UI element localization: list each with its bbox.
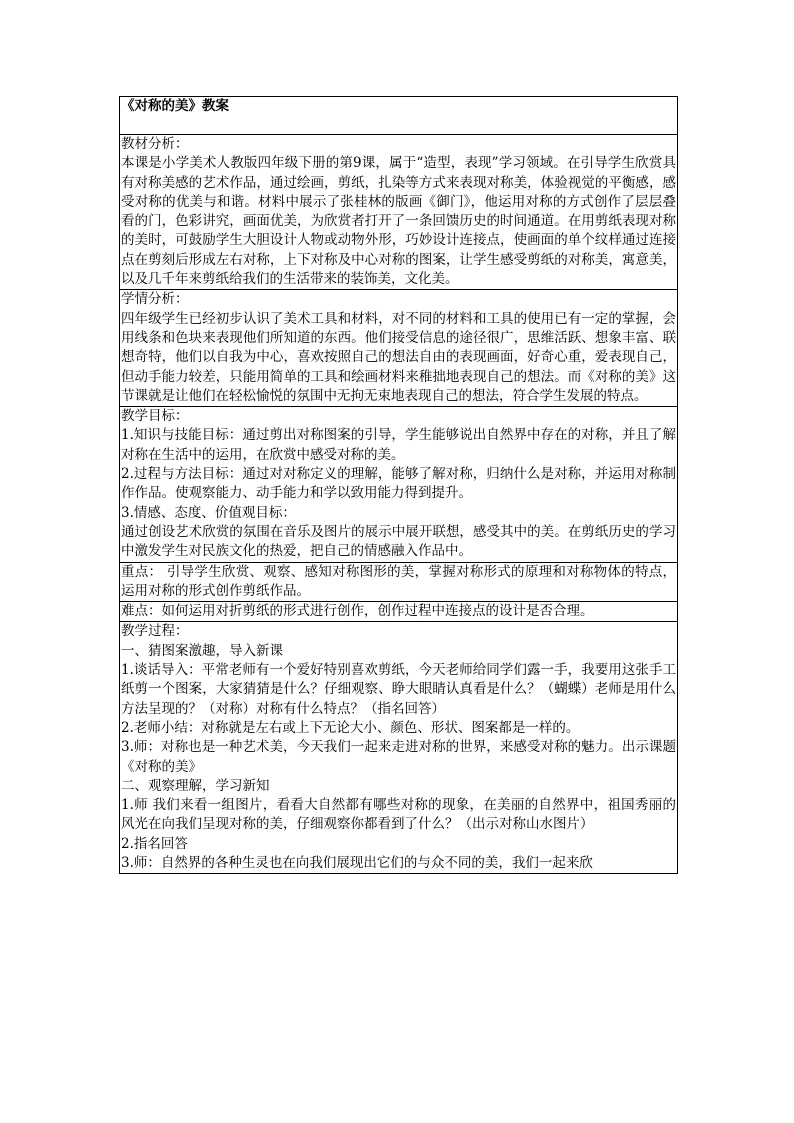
process-part-1-title: 一、猜图案激趣，导入新课 xyxy=(121,642,283,659)
textbook-analysis-body: 本课是小学美术人教版四年级下册的第9课，属于“造型，表现”学习领域。在引导学生欣赏具有对称美感的艺术作品，通过绘画，剪纸，扎染等方式来表现对称美，体验视觉的平衡感，感受对称的优美与和谐。材料中展示了张桂林的版画《御门》，他运用对称的方式创作了层层叠看的门，色彩讲究，画面优美，为欣赏者打开了一条回馈历史的时间通道。在用剪纸表现对称的美时，可鼓励学生大胆设计人物或动物外形，巧妙设计连接点，使画面的单个纹样通过连接点在剪刻后形成左右对称，上下对称及中心对称的图案，让学生感受剪纸的对称美，寓意美，以及几千年来剪纸给我们的生活带来的装饰美，文化美。 xyxy=(121,155,676,288)
process-paragraph: 3.师：对称也是一种艺术美，今天我们一起来走进对称的世界，来感受对称的魅力。出示课题《对称的美》 xyxy=(121,739,676,775)
process-heading: 教学过程： xyxy=(121,623,189,640)
objective-item-3-heading: 3.情感、态度、价值观目标： xyxy=(121,504,296,521)
process-cell xyxy=(120,622,678,874)
objective-item-2: 2.过程与方法目标：通过对对称定义的理解，能够了解对称，归纳什么是对称，并运用对称制作作品。使观察能力、动手能力和学以致用能力得到提升。 xyxy=(121,466,676,502)
textbook-analysis-row xyxy=(120,135,678,290)
objectives-heading: 教学目标： xyxy=(121,408,189,425)
title-row xyxy=(120,97,678,135)
objectives-row xyxy=(120,407,678,562)
process-paragraph: 2.指名回答 xyxy=(121,835,188,852)
process-paragraph: 3.师：自然界的各种生灵也在向我们展现出它们的与众不同的美，我们一起来欣 xyxy=(121,854,593,871)
objective-item-3-body: 通过创设艺术欣赏的氛围在音乐及图片的展示中展开联想，感受其中的美。在剪纸历史的学习中激发学生对民族文化的热爱，把自己的情感融入作品中。 xyxy=(121,523,676,560)
difficult-points-cell xyxy=(120,602,678,622)
difficult-points-row xyxy=(120,602,678,622)
objectives-cell xyxy=(120,407,678,562)
difficult-point: 难点：如何运用对折剪纸的形式进行创作，创作过程中连接点的设计是否合理。 xyxy=(121,603,594,620)
student-analysis-body: 四年级学生已经初步认识了美术工具和材料，对不同的材料和工具的使用已有一定的掌握，会用线条和色块来表现他们所知道的东西。他们接受信息的途径很广，思维活跃、想象丰富、联想奇特，他们以自我为中心，喜欢按照自己的想法自由的表现画面，好奇心重，爱表现自己，但动手能力较差，只能用简单的工具和绘画材料来稚拙地表现自己的想法。而《对称的美》这节课就是让他们在轻松愉悦的氛围中无拘无束地表现自己的想法，符合学生发展的特点。 xyxy=(121,310,676,404)
textbook-analysis-cell xyxy=(120,135,678,290)
key-point: 重点： 引导学生欣赏、观察、感知对称图形的美，掌握对称形式的原理和对称物体的特点，运用对称的形式创作剪纸作品。 xyxy=(121,563,676,599)
key-points-cell xyxy=(120,562,678,602)
process-part-2-title: 二、观察理解，学习新知 xyxy=(121,777,270,794)
key-points-row xyxy=(120,562,678,602)
textbook-analysis-heading: 教材分析： xyxy=(121,136,189,152)
process-paragraph: 1.师 我们来看一组图片，看看大自然都有哪些对称的现象，在美丽的自然界中，祖国秀丽的风光在向我们呈现对称的美，仔细观察你都看到了什么？（出示对称山水图片） xyxy=(121,797,676,833)
lesson-plan-table xyxy=(119,96,678,874)
student-analysis-heading: 学情分析： xyxy=(121,291,189,308)
process-paragraph: 2.老师小结：对称就是左右或上下无论大小、颜色、形状、图案都是一样的。 xyxy=(121,719,580,736)
student-analysis-row xyxy=(120,290,678,407)
objective-item-1: 1.知识与技能目标：通过剪出对称图案的引导，学生能够说出自然界中存在的对称，并且了解对称在生活中的运用，在欣赏中感受对称的美。 xyxy=(121,427,676,463)
student-analysis-cell xyxy=(120,290,678,407)
process-paragraph: 1.谈话导入：平常老师有一个爱好特别喜欢剪纸，今天老师给同学们露一手，我要用这张手工纸剪一个图案，大家猜猜是什么？仔细观察、睁大眼睛认真看是什么？（蝴蝶）老师是用什么方法呈现的？（对称）对称有什么特点？（指名回答） xyxy=(121,662,676,717)
process-row xyxy=(120,622,678,874)
document-title: 《对称的美》教案 xyxy=(120,97,678,135)
